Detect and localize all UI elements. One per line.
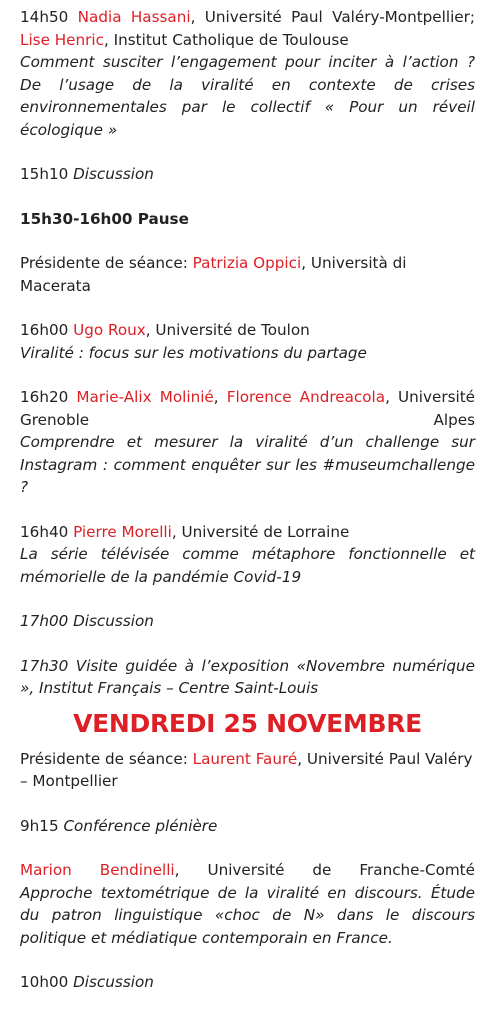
speaker-name: Ugo Roux — [73, 321, 146, 339]
session-17h30: 17h30 Visite guidée à l’exposition «Novembre numérique », Institut Français – Centre Saint-Louis — [20, 656, 475, 697]
session-time: 9h15 — [20, 816, 59, 835]
chair-affiliation: , Université Paul Valéry – Montpellier — [20, 749, 473, 790]
session-10h00 — [20, 971, 475, 994]
speaker-affiliation: , Université de Franche-Comté — [174, 861, 475, 879]
talk-title: Comprendre et mesurer la viralité d’un challenge sur Instagram : comment enquêter sur les #museumchallenge ? — [20, 433, 475, 496]
session-time: 16h20 — [20, 388, 69, 406]
chair-affiliation: , Università di Macerata — [20, 254, 407, 295]
session-chair-friday — [20, 748, 475, 793]
session-time: 10h00 — [20, 973, 69, 991]
speaker-affiliation: , Université de Toulon — [145, 321, 310, 339]
program-page — [20, 6, 475, 994]
session-label: Conférence plénière — [63, 816, 218, 835]
session-chair — [20, 252, 475, 297]
chair-name: Patrizia Oppici — [192, 254, 302, 272]
chair-prefix: Présidente de séance: — [20, 254, 193, 272]
session-15h10 — [20, 163, 475, 186]
chair-name: Laurent Fauré — [192, 749, 298, 768]
speaker-line — [20, 386, 475, 431]
talk-title: Viralité : focus sur les motivations du partage — [20, 343, 367, 362]
talk-title: Comment susciter l’engagement pour inciter à l’action ? De l’usage de la viralité en contexte de crises environnementales par le collectif « Pour un réveil écologique » — [20, 53, 475, 139]
session-16h00 — [20, 319, 475, 364]
speaker-name: Florence Andreacola — [226, 388, 386, 406]
session-16h20 — [20, 386, 475, 499]
speaker-name: Lise Henric — [20, 30, 104, 49]
speaker-affiliation: , Université de Lorraine — [171, 522, 350, 541]
pause-line: 15h30-16h00 Pause — [20, 209, 189, 228]
session-time: 14h50 — [20, 8, 69, 26]
session-plenary — [20, 859, 475, 949]
session-9h15 — [20, 815, 475, 838]
session-time: 16h40 — [20, 522, 69, 541]
speaker-name: Marion Bendinelli — [20, 861, 175, 879]
session-17h00: 17h00 Discussion — [20, 612, 154, 630]
session-label: Discussion — [73, 165, 154, 183]
speaker-name: Pierre Morelli — [73, 522, 172, 541]
day-heading: VENDREDI 25 NOVEMBRE — [73, 708, 422, 738]
talk-title: La série télévisée comme métaphore fonctionnelle et mémorielle de la pandémie Covid-19 — [20, 545, 475, 586]
session-14h50 — [20, 6, 475, 141]
speaker-affiliation: , Université Paul Valéry-Montpellier; — [190, 8, 475, 26]
session-time: 15h10 — [20, 165, 69, 183]
speaker-separator: , — [213, 388, 227, 406]
speaker-affiliation: , Institut Catholique de Toulouse — [103, 30, 349, 49]
session-label: Discussion — [73, 973, 154, 991]
speaker-name: Nadia Hassani — [77, 8, 191, 26]
talk-title: Approche textométrique de la viralité en discours. Étude du patron linguistique «choc de N» dans le discours politique et médiatique contemporain en France. — [20, 883, 475, 947]
speaker-affiliation: , Université Grenoble Alpes — [20, 388, 476, 429]
session-16h40 — [20, 521, 475, 589]
session-time: 16h00 — [20, 321, 69, 339]
chair-prefix: Présidente de séance: — [20, 749, 193, 768]
speaker-line — [20, 859, 475, 882]
speaker-name: Marie-Alix Molinié — [76, 388, 214, 406]
